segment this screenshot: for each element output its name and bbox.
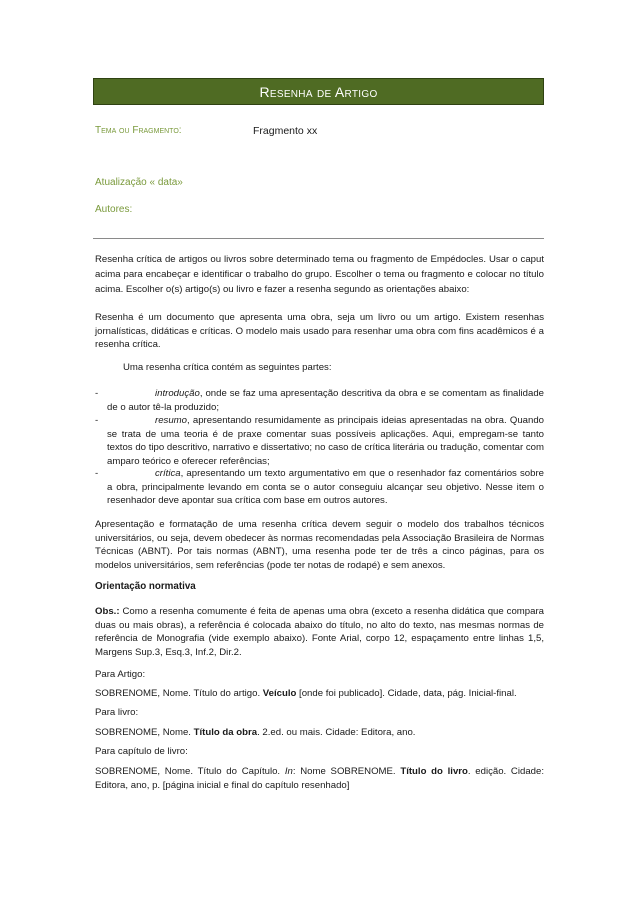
- tema-label: Tema ou Fragmento:: [95, 125, 182, 136]
- paragraph-formatacao: Apresentação e formatação de uma resenha crítica devem seguir o modelo dos trabalhos técnicos universitários, ou seja, devem obedecer às normas recomendadas pela Associação Brasileira de Normas Técnicas (ABNT). Por tais normas (ABNT), uma resenha pode ter de três a cinco páginas, para os modelos universitários, sem referências (pode ter notas de rodapé) e sem anexos.: [95, 519, 544, 571]
- document-title-bar: [93, 78, 544, 105]
- ref-artigo: [95, 687, 544, 701]
- list-text-introducao: , onde se faz uma apresentação descritiva da obra e se comentam as finalidade de o autor tê-la produzido;: [107, 388, 544, 413]
- list-text-critica: , apresentando um texto argumentativo em que o resenhador faz comentários sobre a obra, principalmente levando em conta se o autor conseguiu alcançar seu objetivo. Nesse item o resenhador deve apontar sua crítica com base em outros autores.: [107, 468, 544, 506]
- list-dash: -: [95, 468, 99, 479]
- paragraph-obs: [95, 605, 544, 659]
- list-text-resumo: , apresentando resumidamente as principais ideias apresentadas na obra. Quando se trata de uma teoria é de praxe comentar suas possíveis aplicações. Aqui, empregam-se tanto textos do tipo descritivo, narrativo e dissertativo; no caso de crítica literária ou tradução, comentar com amparo teórico e oferecer referências;: [107, 415, 544, 467]
- ref-artigo-a: SOBRENOME, Nome. Título do artigo.: [95, 688, 263, 699]
- ref-capitulo-label: Para capítulo de livro:: [95, 746, 188, 757]
- ref-livro-a: SOBRENOME, Nome.: [95, 727, 194, 738]
- list-dash: -: [95, 415, 99, 426]
- horizontal-rule: [93, 238, 544, 239]
- list-dash: -: [95, 388, 99, 399]
- section-heading-orientacao: Orientação normativa: [95, 581, 196, 592]
- ref-cap-in: In: [284, 766, 293, 777]
- ref-capitulo: [95, 765, 544, 792]
- atualizacao-field[interactable]: Atualização « data»: [95, 177, 183, 188]
- list-term-critica: crítica: [155, 468, 181, 479]
- autores-field[interactable]: Autores:: [95, 204, 133, 215]
- obs-label: Obs.:: [95, 606, 120, 617]
- ref-cap-c: Título do livro: [400, 766, 468, 777]
- paragraph-intro: Resenha crítica de artigos ou livros sobre determinado tema ou fragmento de Empédocles. Usar o caput acima para encabeçar e identificar o trabalho do grupo. Escolher o tema ou fragmento e colocar no título acima. Escolher o(s) artigo(s) ou livro e fazer a resenha segundo as orientações abaixo:: [95, 254, 544, 295]
- list-item-introducao: [95, 387, 544, 414]
- ref-livro: [95, 726, 544, 740]
- ref-cap-d: . edição. Cidade: Editora, ano, p. [página inicial e final do capítulo resenhado]: [95, 766, 544, 791]
- tema-value[interactable]: Fragmento xx: [253, 125, 318, 137]
- paragraph-parts-intro: Uma resenha crítica contém as seguintes partes:: [123, 362, 332, 373]
- ref-cap-b: : Nome SOBRENOME.: [292, 766, 401, 777]
- list-term-resumo: resumo: [155, 415, 187, 426]
- title-letter-a: A: [334, 84, 345, 100]
- ref-livro-b: Título da obra: [193, 727, 258, 738]
- title-letter-r: R: [259, 84, 270, 100]
- ref-livro-c: . 2.ed. ou mais. Cidade: Editora, ano.: [257, 727, 416, 738]
- list-term-introducao: introdução: [155, 388, 200, 399]
- tema-row: [95, 123, 545, 139]
- ref-cap-a: SOBRENOME, Nome. Título do Capítulo.: [95, 766, 285, 777]
- paragraph-definition: Resenha é um documento que apresenta uma obra, seja um livro ou um artigo. Existem resenhas jornalísticas, didáticas e críticas. O modelo mais usado para resenhar uma obra com fins acadêmicos é a resenha crítica.: [95, 312, 544, 350]
- obs-text: Como a resenha comumente é feita de apenas uma obra (exceto a resenha didática que compara duas ou mais obras), a referência é colocada abaixo do título, no alto do texto, nas mesmas normas de referência de Monografia (vide exemplo abaixo). Fonte Arial, corpo 12, espaçamento entre linhas 1,5, Margens Sup.3, Esq.3, Inf.2, Dir.2.: [95, 606, 544, 658]
- list-item-critica: [95, 467, 544, 508]
- title-text-1: esenha de: [269, 84, 335, 100]
- ref-artigo-label: Para Artigo:: [95, 669, 146, 680]
- ref-artigo-b: Veículo: [262, 688, 297, 699]
- ref-livro-label: Para livro:: [95, 707, 139, 718]
- title-text-2: rtigo: [344, 84, 378, 100]
- list-item-resumo: [95, 414, 544, 468]
- ref-artigo-c: [onde foi publicado]. Cidade, data, pág. Inicial-final.: [296, 688, 517, 699]
